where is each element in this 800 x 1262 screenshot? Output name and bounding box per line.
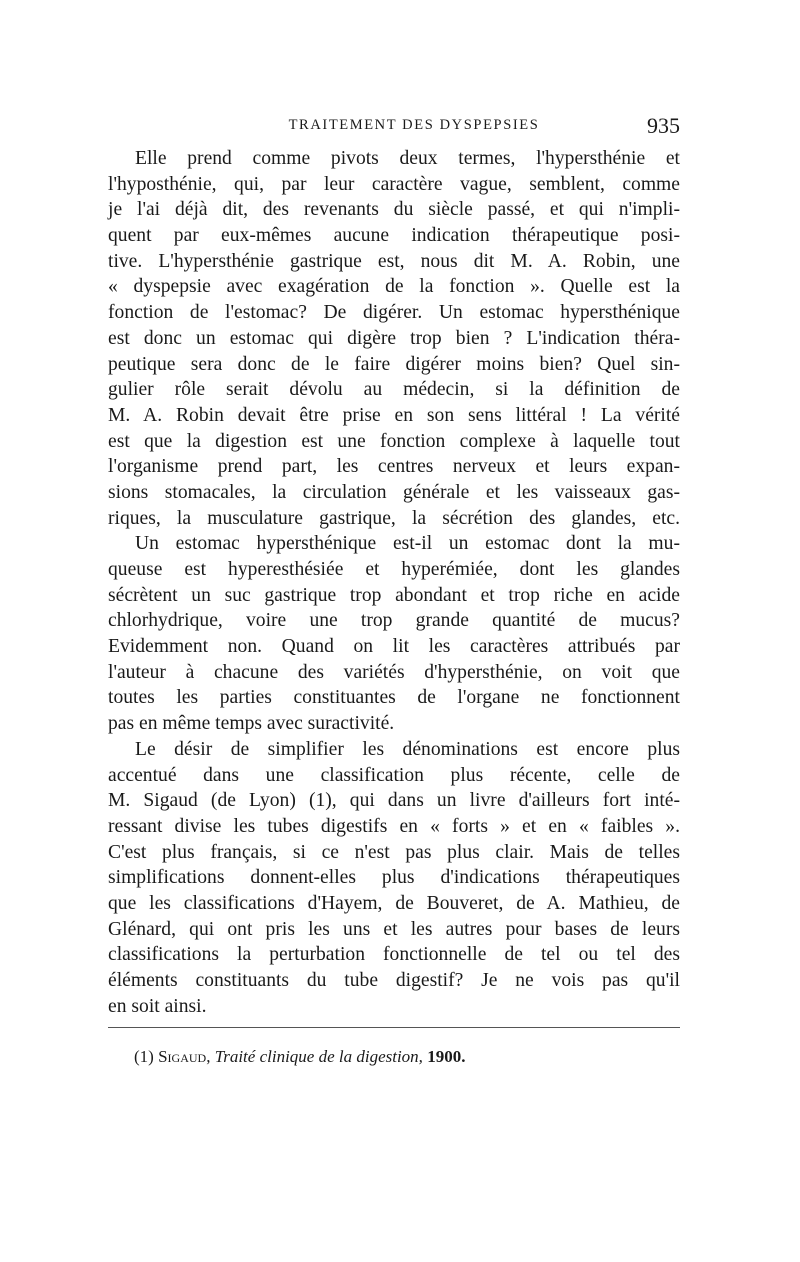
page-number: 935 (647, 113, 680, 138)
text-line: je l'ai déjà dit, des revenants du siècle passé, et qui n'impli- (108, 199, 680, 221)
footnote-divider (108, 1027, 680, 1028)
text-line: Evidemment non. Quand on lit les caractères attribués par (108, 636, 680, 658)
text-line: classifications la perturbation fonctionnelle de tel ou tel des (108, 944, 680, 966)
text-line: l'auteur à chacune des variétés d'hypersthénie, on voit que (108, 661, 680, 683)
running-title: TRAITEMENT DES DYSPEPSIES (288, 117, 540, 133)
text-line: fonction de l'estomac? De digérer. Un estomac hypersthénique (108, 302, 680, 324)
text-line: C'est plus français, si ce n'est pas plus clair. Mais de telles (108, 841, 680, 863)
footnote (134, 1047, 465, 1067)
text-line: Un estomac hypersthénique est-il un estomac dont la mu- (135, 533, 680, 555)
text-line: quent par eux-mêmes aucune indication thérapeutique posi- (108, 225, 680, 247)
running-head (108, 113, 680, 139)
text-line: Le désir de simplifier les dénominations est encore plus (135, 738, 680, 760)
text-line: ressant divise les tubes digestifs en « forts » et en « faibles ». (108, 815, 680, 837)
footnote-author: Sigaud, (158, 1047, 211, 1066)
text-line: que les classifications d'Hayem, de Bouveret, de A. Mathieu, de (108, 892, 680, 914)
text-line: chlorhydrique, voire une trop grande quantité de mucus? (108, 610, 680, 632)
text-line: l'hyposthénie, qui, par leur caractère vague, semblent, comme (108, 173, 680, 195)
text-line: est donc un estomac qui digère trop bien ? L'indication théra- (108, 327, 680, 349)
text-line: Glénard, qui ont pris les uns et les autres pour bases de leurs (108, 918, 680, 940)
footnote-title: Traité clinique de la digestion, (214, 1047, 423, 1066)
text-line: gulier rôle serait dévolu au médecin, si la définition de (108, 379, 680, 401)
text-line: pas en même temps avec suractivité. (108, 713, 395, 735)
text-line: M. A. Robin devait être prise en son sens littéral ! La vérité (108, 404, 680, 426)
text-line: M. Sigaud (de Lyon) (1), qui dans un livre d'ailleurs fort inté- (108, 790, 680, 812)
body-text (108, 146, 680, 1019)
text-line: peutique sera donc de le faire digérer moins bien? Quel sin- (108, 353, 680, 375)
text-line: sécrètent un suc gastrique trop abondant et trop riche en acide (108, 584, 680, 606)
text-line: tive. L'hypersthénie gastrique est, nous dit M. A. Robin, une (108, 250, 680, 272)
text-line: Elle prend comme pivots deux termes, l'hypersthénie et (135, 148, 680, 169)
text-line: toutes les parties constituantes de l'organe ne fonctionnent (108, 687, 680, 709)
text-line: sions stomacales, la circulation générale et les vaisseaux gas- (108, 481, 680, 503)
text-line: simplifications donnent-elles plus d'indications thérapeutiques (108, 867, 680, 889)
footnote-year: 1900. (427, 1047, 466, 1066)
text-line: accentué dans une classification plus récente, celle de (108, 764, 680, 786)
text-line: en soit ainsi. (108, 995, 207, 1017)
text-line: l'organisme prend part, les centres nerveux et leurs expan- (108, 456, 680, 478)
text-line: est que la digestion est une fonction complexe à laquelle tout (108, 430, 680, 452)
text-line: « dyspepsie avec exagération de la fonction ». Quelle est la (108, 276, 680, 298)
footnote-marker: (1) (134, 1047, 154, 1066)
text-line: riques, la musculature gastrique, la sécrétion des glandes, etc. (108, 507, 680, 529)
text-line: éléments constituants du tube digestif? Je ne vois pas qu'il (108, 970, 680, 991)
text-line: queuse est hyperesthésiée et hyperémiée, dont les glandes (108, 559, 680, 580)
